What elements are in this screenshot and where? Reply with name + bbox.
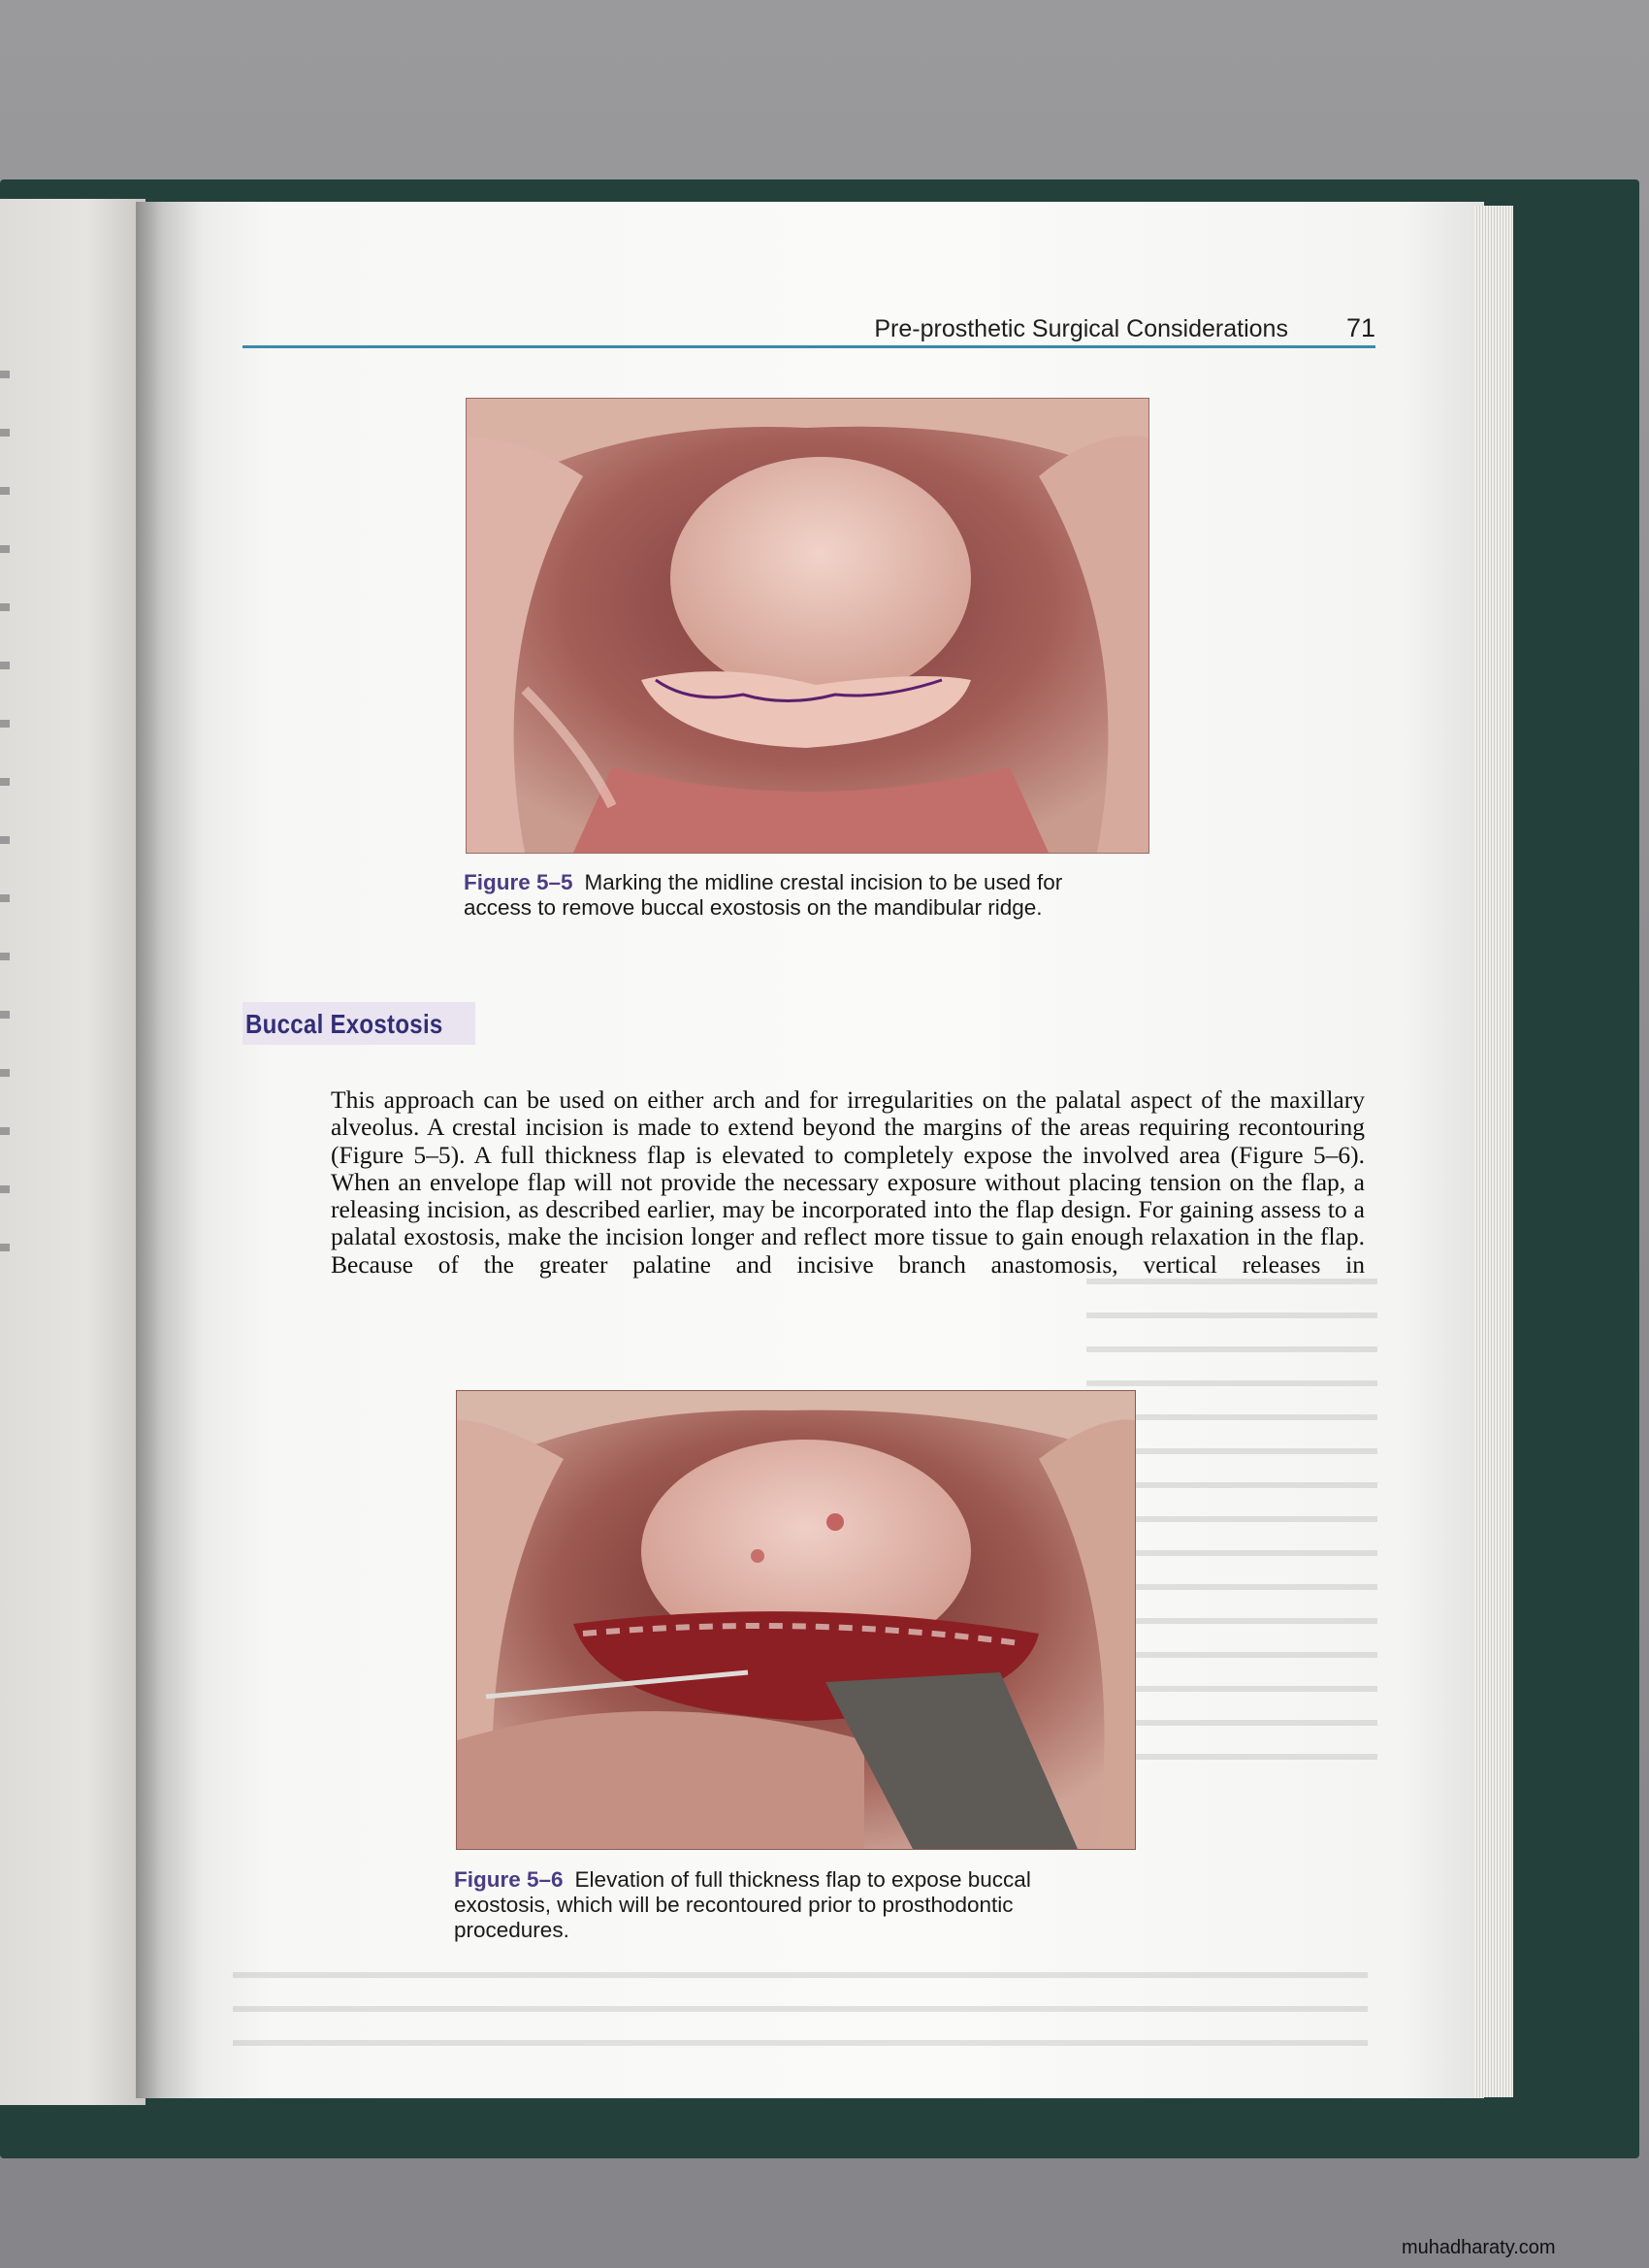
watermark: muhadharaty.com: [1402, 2237, 1556, 2258]
running-head-title: Pre-prosthetic Surgical Considerations: [874, 315, 1288, 342]
section-body-text: This approach can be used on either arch and for irregularities on the palatal aspect of the maxillary alveolus. A crestal incision is made to extend beyond the margins of the areas requiring recontouring (Figure 5–5). A full thickness flap is elevated to completely expose the involved area (Figure 5–6). When an envelope flap will not provide the necessary exposure without placing tension on the flap, a releasing incision, as described earlier, may be incorporated into the flap design. For gaining assess to a palatal exostosis, make the incision longer and reflect more tissue to gain enough relaxation in the flap. Because of the greater palatine and incisive branch anastomosis, vertical releases in: [331, 1085, 1365, 1279]
header-rule: [242, 345, 1375, 348]
bleed-through-texture-2: [233, 1955, 1368, 2061]
figure-5-5-label: Figure 5–5: [464, 870, 573, 894]
figure-5-6-text: Elevation of full thickness flap to expose buccal exostosis, which will be recontoured prior to prosthodontic procedures.: [454, 1867, 1031, 1942]
figure-5-6-caption: [454, 1867, 1094, 1943]
figure-5-5-photo: [466, 398, 1149, 854]
section-heading: Buccal Exostosis: [245, 1009, 443, 1039]
figure-5-6-photo: [456, 1390, 1136, 1850]
figure-5-5-text: Marking the midline crestal incision to be used for access to remove buccal exostosis on the mandibular ridge.: [464, 870, 1063, 920]
page-edges: [1474, 206, 1513, 2097]
figure-5-6-label: Figure 5–6: [454, 1867, 564, 1892]
left-page-marks: [0, 320, 10, 1290]
page-number: 71: [1345, 313, 1375, 342]
figure-5-5-caption: [464, 870, 1104, 921]
running-head: [242, 313, 1375, 344]
left-page-edge: [0, 199, 146, 2105]
